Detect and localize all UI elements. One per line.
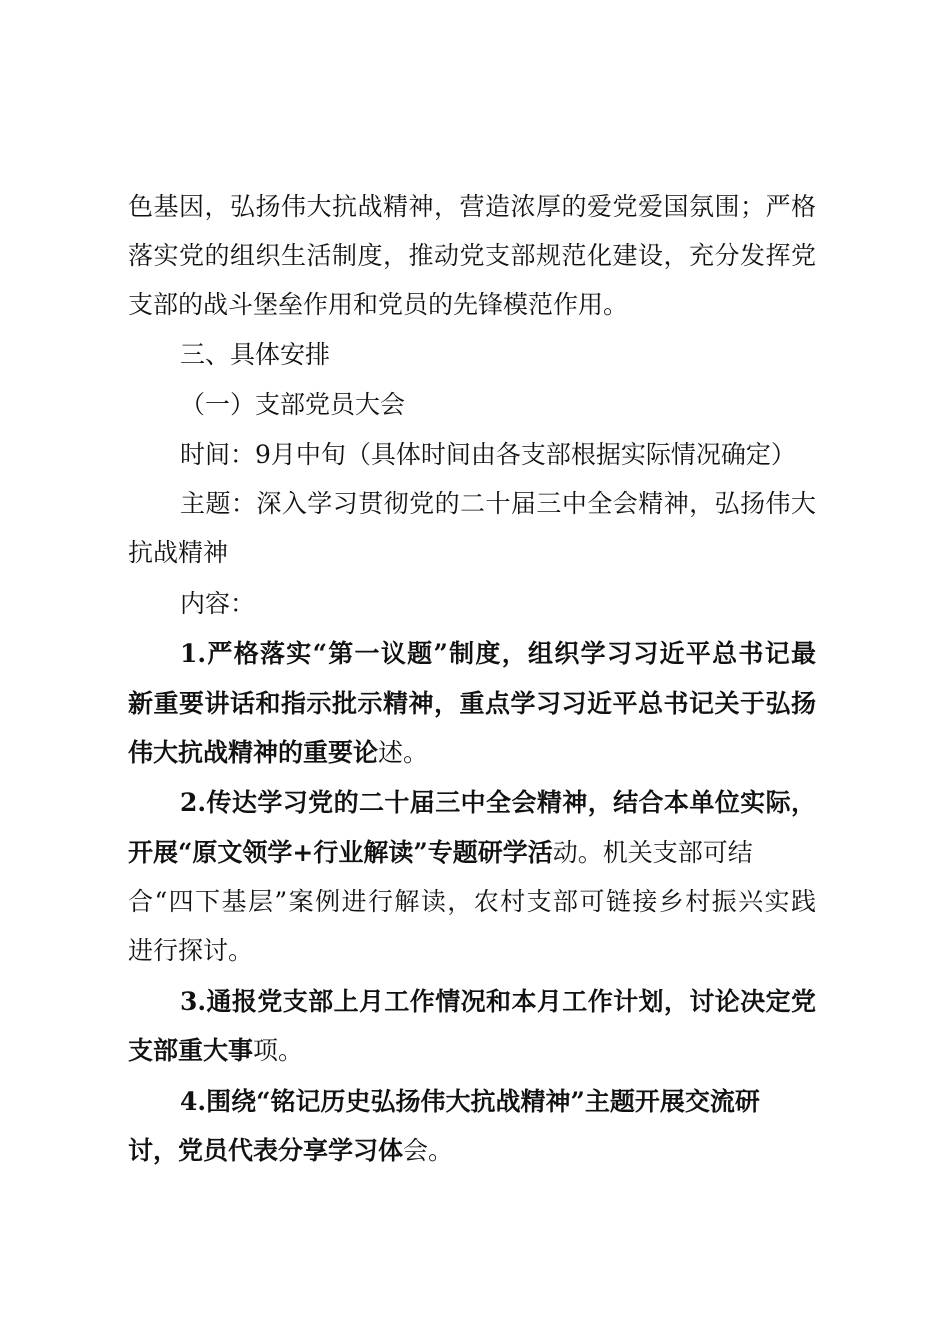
item4-line-2-bold: 讨，党员代表分享学习体 — [128, 1136, 404, 1165]
item2-line-2-plain: 动。机关支部可结 — [552, 838, 753, 867]
intro-line-1: 色基因，弘扬伟大抗战精神，营造浓厚的爱党爱国氛围；严格 — [128, 192, 816, 221]
item2-line-2 — [128, 829, 816, 877]
item3-line-2-plain: 项。 — [253, 1036, 304, 1065]
section-heading: 三、具体安排 — [180, 340, 331, 369]
item4-line-2 — [128, 1127, 816, 1175]
item2-line-1: 2.传达学习党的二十届三中全会精神，结合本单位实际， — [180, 788, 816, 817]
item1-line-1: 1.严格落实“第一议题”制度，组织学习习近平总书记最 — [180, 639, 816, 668]
item1-line-3 — [128, 729, 816, 777]
time-line: 时间：9月中旬（具体时间由各支部根据实际情况确定） — [180, 440, 796, 469]
item1-line-3-bold: 伟大抗战精神的重要论 — [128, 738, 379, 767]
item4-line-1: 4.围绕“铭记历史弘扬伟大抗战精神”主题开展交流研 — [180, 1087, 760, 1116]
item2-line-2-bold: 开展“原文领学+行业解读”专题研学活 — [128, 838, 553, 867]
intro-line-3: 支部的战斗堡垒作用和党员的先锋模范作用。 — [128, 290, 629, 319]
item3-line-1: 3.通报党支部上月工作情况和本月工作计划，讨论决定党 — [180, 987, 816, 1016]
item4-line-2-plain: 会。 — [403, 1136, 454, 1165]
intro-line-2: 落实党的组织生活制度，推动党支部规范化建设，充分发挥党 — [128, 241, 816, 270]
item2-line-3: 合“四下基层”案例进行解读，农村支部可链接乡村振兴实践 — [128, 887, 816, 916]
theme-line-2: 抗战精神 — [128, 538, 229, 567]
item1-line-3-plain: 述。 — [378, 738, 429, 767]
content-label: 内容： — [180, 589, 256, 618]
theme-line-1: 主题：深入学习贯彻党的二十届三中全会精神，弘扬伟大 — [180, 489, 816, 518]
item1-line-2: 新重要讲话和指示批示精神，重点学习习近平总书记关于弘扬 — [128, 689, 816, 718]
item2-line-4: 进行探讨。 — [128, 936, 254, 965]
subsection-heading: （一）支部党员大会 — [180, 390, 406, 419]
item3-line-2-bold: 支部重大事 — [128, 1036, 254, 1065]
item3-line-2 — [128, 1027, 816, 1075]
